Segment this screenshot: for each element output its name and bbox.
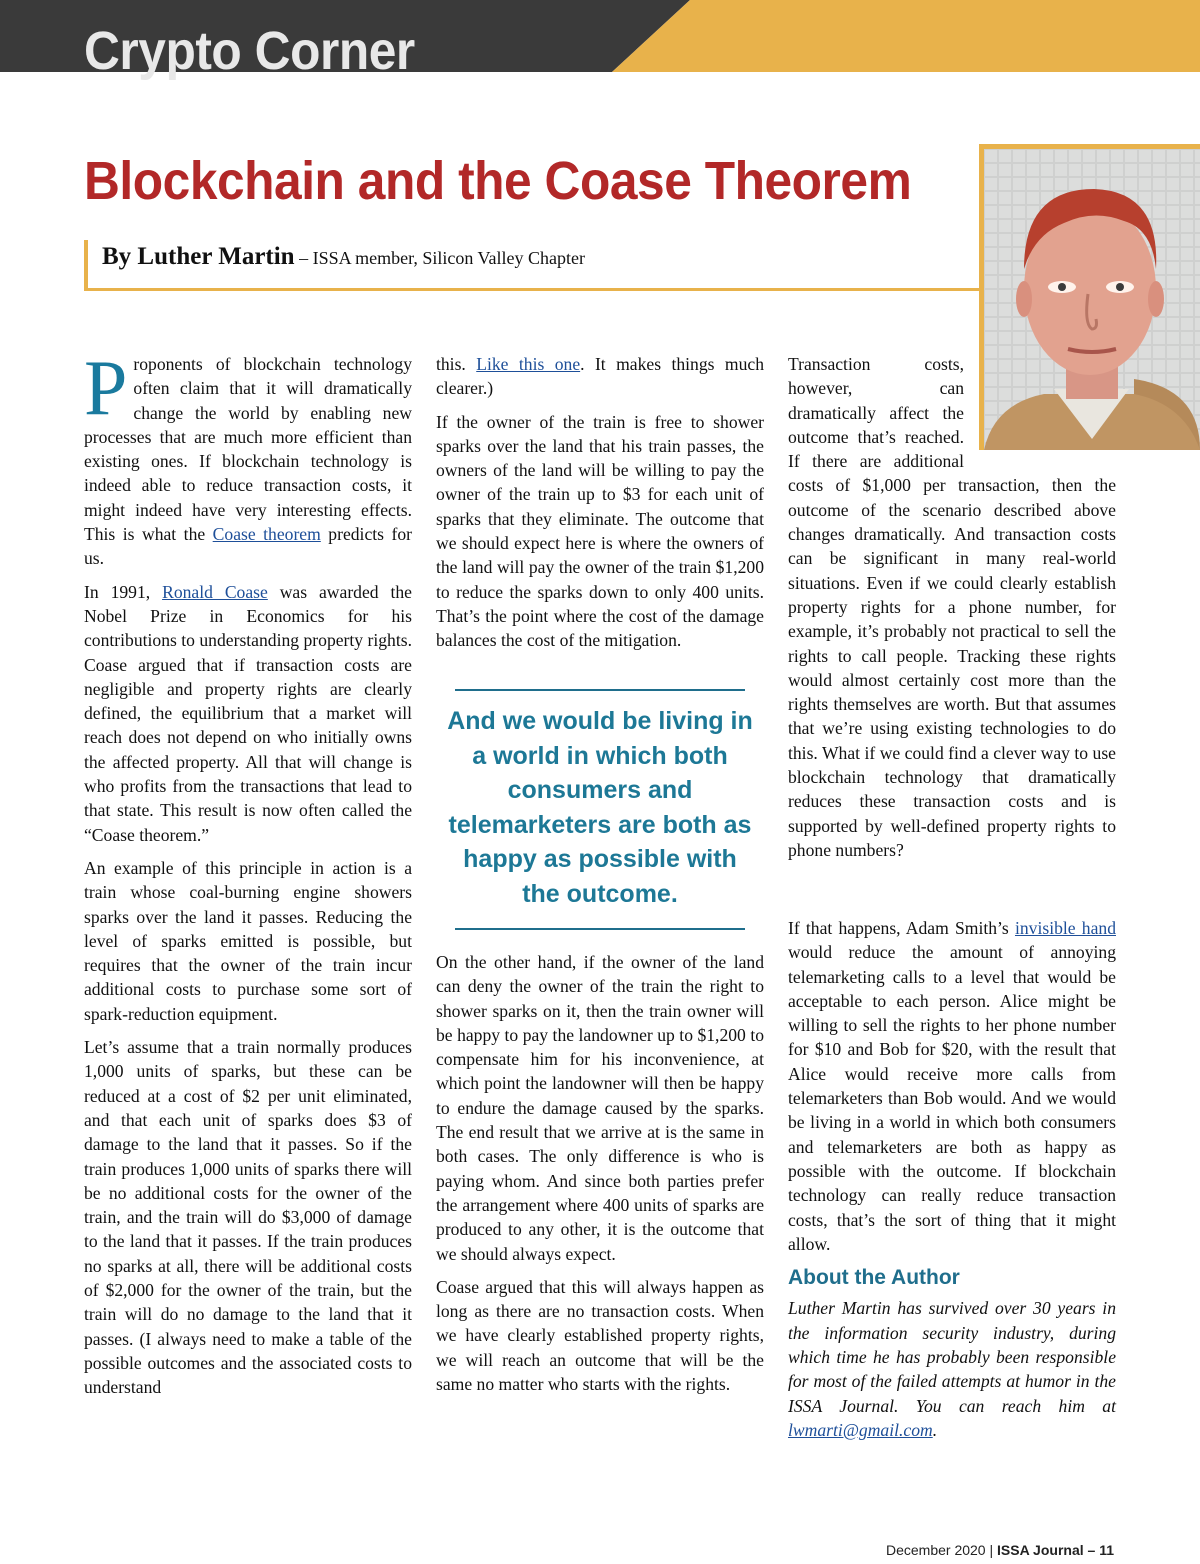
paragraph — [436, 352, 764, 401]
paragraph: On the other hand, if the owner of the land can deny the owner of the train the right to shower sparks on it, then the train owner will be happy to pay the landowner up to $1,200 to compensate him for his inconvenience, at which point the landowner will then be happy to endure the damage caused by the sparks. The end result that we arrive at is the same in both cases. The only difference is who is paying whom. And since both parties prefer the arrangement where 400 units of sparks are produced to any other, it is the outcome that we should always expect. — [436, 952, 764, 1264]
about-text: Luther Martin has survived over 30 years in the information security industry, during which time he has probably been responsible for most of the failed attempts at humor in the ISSA Journal. You can reach him at — [788, 1298, 1116, 1416]
table-link[interactable]: Like this one — [476, 354, 581, 374]
page-footer — [886, 1542, 1114, 1558]
paragraph-text: If that happens, Adam Smith’s — [788, 918, 1015, 938]
paragraph: Coase argued that this will always happen as long as there are no transaction costs. When we have clearly established property rights, we will reach an outcome that will be the same no matter who starts with the rights. — [436, 1276, 764, 1395]
pullquote-rule-top — [455, 689, 745, 691]
intro-text-end: predicts for us. — [84, 524, 412, 569]
byline — [102, 243, 585, 271]
paragraph: If the owner of the train is free to shower sparks over the land that his train passes, the owners of the land will be willing to pay the owner of the train up to $3 for each unit of sparks that they eliminate. The outcome that we should expect here is where the owners of the land will pay the owner of the train $1,200 to reduce the sparks down to only 400 units. That’s the point where the cost of the damage balances the cost of the mitigation. — [436, 411, 764, 651]
byline-author: By Luther Martin — [102, 243, 295, 270]
paragraph-text: this. — [436, 354, 477, 374]
paragraph-text: In 1991, — [84, 581, 163, 602]
byline-affiliation: – ISSA member, Silicon Valley Chapter — [294, 248, 586, 268]
byline-accent-bar — [84, 240, 88, 290]
column-3 — [788, 352, 1116, 871]
author-email-link[interactable]: lwmarti@gmail.com — [788, 1419, 933, 1440]
byline-rule — [84, 288, 984, 291]
ronald-coase-link[interactable]: Ronald Coase — [162, 581, 268, 602]
pullquote-rule-bottom — [455, 928, 745, 930]
invisible-hand-link[interactable]: invisible hand — [1014, 918, 1116, 938]
paragraph-text: . It makes things much clearer.) — [436, 354, 764, 399]
paragraph: Let’s assume that a train normally produces 1,000 units of sparks, but these can be reduced at a cost of $2 per unit eliminated, and that each unit of sparks does $3 of damage to the land that it passes. So if the train produces 1,000 units of sparks there will be no additional costs for the owner of the train, and the train will do $3,000 of damage to the land that it passes. If the train produces no sparks at all, there will be additional costs of $2,000 for the owner of the train, but the train will do no damage to the land that it passes. (I always need to make a table of the possible outcomes and the associated costs to understand — [84, 1037, 412, 1398]
column-1 — [84, 344, 412, 1408]
paragraph-text: was awarded the Nobel Prize in Economics for his contributions to understanding property rights. Coase argued that if transaction costs are negligible and property rights are clearly defined, the equilibrium that a market will reach does not depend on who initially owns the affected property. All that will change is who profits from the transactions that lead to that state. This result is now often called the “Coase theorem.” — [84, 581, 412, 845]
column-2 — [436, 352, 764, 662]
about-author-text — [788, 1296, 1116, 1442]
article-title: Blockchain and the Coase Theorem — [84, 151, 912, 211]
about-author-heading: About the Author — [788, 1266, 960, 1290]
intro-paragraph — [84, 344, 412, 571]
photo-wrap-space — [964, 352, 1116, 470]
paragraph-text: would reduce the amount of annoying telemarketing calls to a level that would be acceptable to each person. Alice might be willing to sell the rights to her phone number for $10 and Bob for $20, with the result that Alice would receive more calls from telemarketers than Bob would. And we would be living in a world in which both consumers and telemarketers are both as happy as possible with the outcome. If blockchain technology can really reduce transaction costs, that’s the sort of thing that it might allow. — [788, 942, 1116, 1254]
column-2-continued — [436, 950, 764, 1405]
paragraph — [788, 916, 1116, 1256]
pull-quote: And we would be living in a world in which both consumers and telemarketers are both as happy as possible with the outcome. — [447, 707, 753, 908]
about-text-end: . — [932, 1419, 938, 1440]
drop-cap: P — [84, 344, 128, 431]
footer-date: December 2020 | — [885, 1542, 998, 1558]
paragraph — [84, 580, 412, 847]
paragraph: Transaction costs, however, can dramatically affect the outcome that’s reached. If there are additional costs of $1,000 per transaction, then the outcome of the scenario described above changes dramatically. And transaction costs can be significant in many real-world situations. Even if we could clearly establish property rights for a phone number, for example, it’s probably not practical to sell the rights to call people. Tracking these rights would almost certainly cost more than the rights themselves are worth. But that assumes that we’re using existing technologies to do this. What if we could find a clever way to use blockchain technology that dramatically reduces these transaction costs and is supported by well-defined property rights to phone numbers? — [788, 354, 1116, 860]
column-3-continued — [788, 916, 1116, 1451]
coase-theorem-link[interactable]: Coase theorem — [212, 524, 321, 545]
section-name: Crypto Corner — [84, 21, 415, 81]
footer-journal: ISSA Journal – 11 — [997, 1542, 1114, 1558]
intro-text: roponents of blockchain technology often claim that it will dramatically change the world by enabling new processes that are much more efficient than existing ones. If blockchain technology is indeed able to reduce transaction costs, it might indeed have very interesting effects. This is what the — [84, 354, 412, 545]
paragraph: An example of this principle in action is a train whose coal-burning engine showers sparks over the land it passes. Reducing the level of sparks emitted is possible, but requires that the owner of the train incur additional costs to purchase some sort of spark-reduction equipment. — [84, 857, 412, 1024]
